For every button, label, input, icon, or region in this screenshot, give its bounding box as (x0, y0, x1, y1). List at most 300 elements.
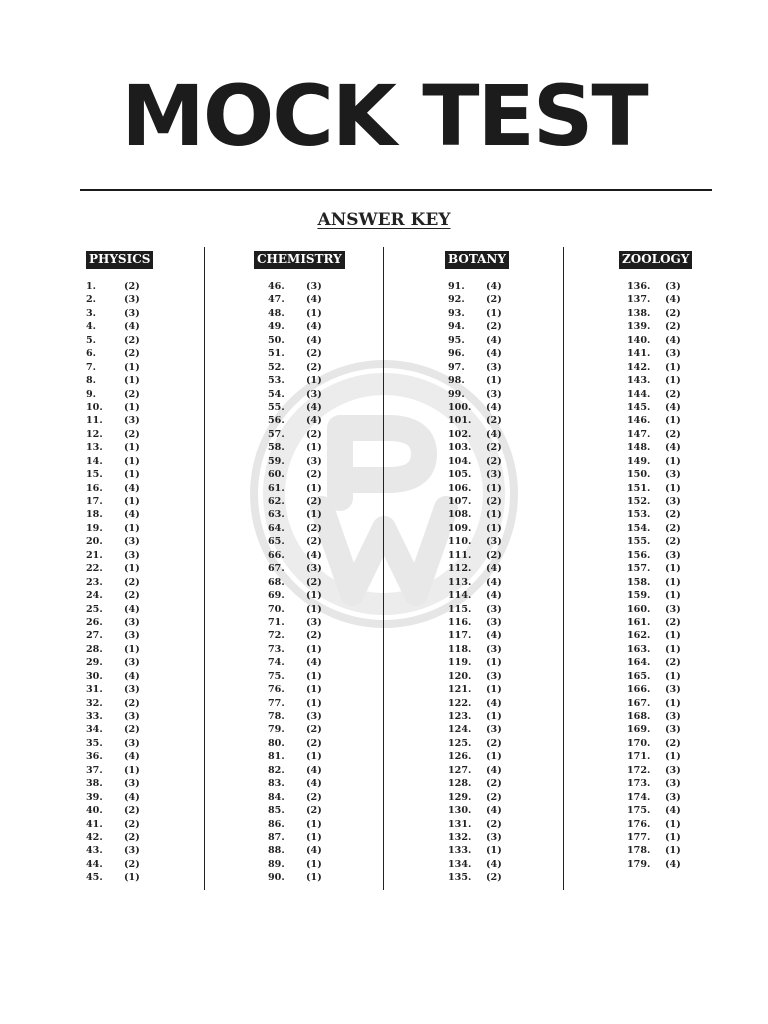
chemistry-answers (254, 280, 384, 885)
question-number: 78. (268, 711, 285, 722)
answer-row (268, 428, 384, 441)
question-number: 179. (627, 858, 651, 870)
answer-row (448, 428, 575, 441)
answer-row (86, 656, 216, 669)
question-number: 124. (448, 724, 472, 736)
question-number: 19. (86, 522, 103, 534)
answer-option: (2) (124, 388, 140, 400)
answer-option: (1) (124, 401, 140, 413)
question-number: 150. (627, 469, 651, 481)
botany-answers (445, 280, 575, 885)
answer-row (86, 629, 216, 642)
answer-option: (1) (486, 684, 502, 696)
column-divider (563, 247, 564, 890)
question-number: 53. (268, 375, 285, 387)
answer-option: (3) (665, 469, 681, 481)
answer-option: (3) (306, 388, 322, 400)
answer-option: (1) (486, 307, 502, 319)
question-number: 81. (268, 751, 285, 763)
answer-row (627, 468, 749, 481)
question-number: 41. (86, 818, 103, 830)
answer-option: (2) (665, 509, 681, 521)
answer-row (268, 603, 384, 616)
answer-row (448, 320, 575, 333)
question-number: 167. (627, 697, 651, 709)
answer-option: (1) (306, 670, 322, 682)
question-number: 59. (268, 455, 285, 467)
answer-row (627, 334, 749, 347)
answer-option: (1) (665, 563, 681, 575)
answer-option: (3) (124, 630, 140, 642)
answer-option: (4) (665, 294, 681, 306)
answer-row (86, 508, 216, 521)
answer-option: (2) (124, 818, 140, 830)
answer-option: (2) (306, 791, 322, 803)
answer-row (86, 280, 216, 293)
answer-row (448, 441, 575, 454)
answer-option: (3) (124, 307, 140, 319)
answer-option: (4) (486, 858, 502, 870)
answer-row (268, 307, 384, 320)
answer-option: (2) (306, 630, 322, 642)
answer-row (627, 737, 749, 750)
question-number: 104. (448, 455, 472, 467)
question-number: 175. (627, 805, 651, 817)
answer-option: (2) (306, 805, 322, 817)
answer-option: (1) (665, 590, 681, 602)
answer-option: (2) (486, 442, 502, 454)
answer-row (627, 535, 749, 548)
answer-row (86, 750, 216, 763)
question-number: 141. (627, 348, 651, 360)
answer-option: (4) (124, 603, 140, 615)
answer-row (627, 549, 749, 562)
question-number: 21. (86, 549, 103, 561)
question-number: 145. (627, 401, 651, 413)
answer-row (627, 455, 749, 468)
question-number: 123. (448, 711, 472, 722)
question-number: 131. (448, 818, 472, 830)
answer-row (627, 388, 749, 401)
question-number: 158. (627, 576, 651, 588)
answer-option: (1) (306, 751, 322, 763)
answer-row (268, 750, 384, 763)
answer-row (268, 737, 384, 750)
question-number: 12. (86, 428, 103, 440)
answer-option: (3) (665, 549, 681, 561)
question-number: 161. (627, 616, 651, 628)
answer-option: (3) (665, 281, 681, 292)
answer-option: (1) (306, 818, 322, 830)
question-number: 7. (86, 361, 97, 373)
answer-option: (1) (486, 522, 502, 534)
question-number: 148. (627, 442, 651, 454)
answer-option: (4) (306, 549, 322, 561)
answer-option: (4) (486, 563, 502, 575)
answer-option: (3) (486, 616, 502, 628)
answer-option: (1) (665, 818, 681, 830)
answer-option: (1) (665, 697, 681, 709)
answer-option: (3) (486, 361, 502, 373)
answer-row (627, 791, 749, 804)
answer-option: (1) (306, 643, 322, 655)
answer-row (448, 280, 575, 293)
answer-option: (1) (486, 711, 502, 722)
question-number: 96. (448, 348, 465, 360)
question-number: 92. (448, 294, 465, 306)
chemistry-column (254, 248, 384, 885)
question-number: 117. (448, 630, 472, 642)
answer-row (448, 562, 575, 575)
question-number: 45. (86, 872, 103, 884)
answer-row (448, 697, 575, 710)
question-number: 63. (268, 509, 285, 521)
answer-option: (3) (124, 549, 140, 561)
question-number: 6. (86, 348, 97, 360)
answer-row (268, 562, 384, 575)
answer-row (448, 844, 575, 857)
answer-row (448, 750, 575, 763)
answer-row (268, 683, 384, 696)
answer-option: (3) (665, 764, 681, 776)
answer-row (627, 616, 749, 629)
question-number: 49. (268, 321, 285, 333)
answer-row (86, 670, 216, 683)
answer-row (268, 804, 384, 817)
answer-option: (3) (665, 778, 681, 790)
question-number: 126. (448, 751, 472, 763)
answer-option: (2) (306, 361, 322, 373)
answer-row (448, 764, 575, 777)
question-number: 33. (86, 711, 103, 722)
answer-row (86, 589, 216, 602)
answer-option: (2) (486, 455, 502, 467)
answer-row (268, 576, 384, 589)
question-number: 133. (448, 845, 472, 857)
answer-option: (2) (665, 321, 681, 333)
answer-option: (3) (306, 455, 322, 467)
answer-option: (2) (124, 334, 140, 346)
answer-option: (1) (124, 496, 140, 507)
question-number: 64. (268, 522, 285, 534)
answer-row (627, 683, 749, 696)
question-number: 134. (448, 858, 472, 870)
question-number: 115. (448, 603, 472, 615)
answer-row (627, 401, 749, 414)
question-number: 55. (268, 401, 285, 413)
question-number: 111. (448, 549, 472, 561)
answer-row (86, 818, 216, 831)
answer-row (448, 777, 575, 790)
question-number: 176. (627, 818, 651, 830)
answer-row (448, 508, 575, 521)
answer-option: (2) (486, 549, 502, 561)
question-number: 65. (268, 536, 285, 548)
answer-row (268, 844, 384, 857)
answer-option: (2) (124, 805, 140, 817)
answer-row (627, 361, 749, 374)
question-number: 73. (268, 643, 285, 655)
question-number: 140. (627, 334, 651, 346)
answer-row (268, 831, 384, 844)
physics-column (86, 248, 216, 885)
answer-option: (4) (306, 657, 322, 669)
answer-row (86, 455, 216, 468)
answer-option: (2) (124, 576, 140, 588)
question-number: 86. (268, 818, 285, 830)
question-number: 164. (627, 657, 651, 669)
question-number: 98. (448, 375, 465, 387)
answer-option: (4) (486, 697, 502, 709)
answer-option: (4) (665, 442, 681, 454)
answer-row (448, 535, 575, 548)
answer-row (268, 347, 384, 360)
answer-row (86, 804, 216, 817)
answer-row (268, 589, 384, 602)
answer-option: (2) (486, 818, 502, 830)
answer-option: (3) (665, 348, 681, 360)
answer-option: (2) (124, 428, 140, 440)
answer-option: (4) (486, 764, 502, 776)
question-number: 154. (627, 522, 651, 534)
question-number: 101. (448, 415, 472, 427)
answer-row (627, 629, 749, 642)
answer-row (268, 764, 384, 777)
answer-row (86, 361, 216, 374)
answer-row (268, 320, 384, 333)
question-number: 52. (268, 361, 285, 373)
answer-option: (1) (124, 563, 140, 575)
answer-row (448, 293, 575, 306)
question-number: 13. (86, 442, 103, 454)
answer-option: (3) (486, 670, 502, 682)
answer-option: (4) (306, 415, 322, 427)
question-number: 35. (86, 737, 103, 749)
question-number: 69. (268, 590, 285, 602)
answer-row (268, 508, 384, 521)
answer-option: (1) (665, 415, 681, 427)
answer-option: (1) (486, 482, 502, 494)
answer-option: (3) (306, 616, 322, 628)
answer-row (627, 347, 749, 360)
answer-option: (1) (665, 630, 681, 642)
answer-row (448, 482, 575, 495)
question-number: 109. (448, 522, 472, 534)
question-number: 114. (448, 590, 472, 602)
answer-row (627, 710, 749, 723)
question-number: 151. (627, 482, 651, 494)
zoology-answers (619, 280, 749, 871)
answer-option: (1) (486, 845, 502, 857)
answer-row (627, 482, 749, 495)
question-number: 51. (268, 348, 285, 360)
answer-row (268, 468, 384, 481)
answer-row (268, 374, 384, 387)
answer-row (86, 468, 216, 481)
answer-row (86, 710, 216, 723)
answer-option: (1) (665, 831, 681, 843)
answer-row (627, 374, 749, 387)
question-number: 121. (448, 684, 472, 696)
answer-option: (1) (124, 361, 140, 373)
answer-row (86, 697, 216, 710)
answer-option: (2) (486, 872, 502, 884)
answer-row (86, 562, 216, 575)
answer-row (268, 710, 384, 723)
answer-row (627, 280, 749, 293)
question-number: 102. (448, 428, 472, 440)
zoology-column (619, 248, 749, 871)
answer-option: (3) (124, 657, 140, 669)
question-number: 137. (627, 294, 651, 306)
answer-row (448, 495, 575, 508)
answer-option: (1) (665, 576, 681, 588)
answer-option: (1) (486, 375, 502, 387)
question-number: 122. (448, 697, 472, 709)
question-number: 120. (448, 670, 472, 682)
answer-row (627, 428, 749, 441)
question-number: 139. (627, 321, 651, 333)
question-number: 160. (627, 603, 651, 615)
answer-row (86, 388, 216, 401)
answer-option: (3) (486, 643, 502, 655)
answer-row (86, 791, 216, 804)
answer-option: (1) (306, 482, 322, 494)
answer-row (86, 441, 216, 454)
question-number: 74. (268, 657, 285, 669)
answer-option: (3) (486, 536, 502, 548)
answer-option: (2) (306, 469, 322, 481)
question-number: 178. (627, 845, 651, 857)
answer-option: (1) (665, 670, 681, 682)
answer-row (268, 549, 384, 562)
answer-row (268, 629, 384, 642)
answer-row (448, 374, 575, 387)
answer-option: (4) (124, 482, 140, 494)
question-number: 60. (268, 469, 285, 481)
question-number: 107. (448, 496, 472, 507)
answer-option: (1) (124, 764, 140, 776)
answer-row (627, 764, 749, 777)
question-number: 47. (268, 294, 285, 306)
answer-row (86, 428, 216, 441)
answer-row (448, 576, 575, 589)
answer-option: (3) (665, 791, 681, 803)
botany-header: BOTANY (445, 251, 509, 269)
question-number: 83. (268, 778, 285, 790)
botany-column (445, 248, 575, 885)
answer-row (448, 549, 575, 562)
answer-option: (4) (486, 401, 502, 413)
question-number: 66. (268, 549, 285, 561)
question-number: 82. (268, 764, 285, 776)
answer-row (627, 307, 749, 320)
answer-row (448, 603, 575, 616)
answer-option: (4) (124, 751, 140, 763)
answer-row (627, 697, 749, 710)
answer-option: (4) (306, 294, 322, 306)
question-number: 77. (268, 697, 285, 709)
zoology-header: ZOOLOGY (619, 251, 692, 269)
answer-option: (3) (665, 684, 681, 696)
question-number: 113. (448, 576, 472, 588)
question-number: 25. (86, 603, 103, 615)
answer-option: (1) (124, 522, 140, 534)
question-number: 112. (448, 563, 472, 575)
answer-option: (4) (306, 321, 322, 333)
question-number: 36. (86, 751, 103, 763)
question-number: 97. (448, 361, 465, 373)
answer-row (448, 683, 575, 696)
question-number: 103. (448, 442, 472, 454)
question-number: 5. (86, 334, 97, 346)
answer-row (86, 723, 216, 736)
answer-option: (3) (665, 603, 681, 615)
answer-option: (1) (306, 590, 322, 602)
answer-row (268, 791, 384, 804)
question-number: 90. (268, 872, 285, 884)
question-number: 44. (86, 858, 103, 870)
answer-option: (2) (306, 576, 322, 588)
question-number: 163. (627, 643, 651, 655)
answer-row (268, 670, 384, 683)
answer-option: (3) (486, 603, 502, 615)
answer-option: (2) (665, 522, 681, 534)
answer-row (448, 629, 575, 642)
answer-option: (1) (486, 751, 502, 763)
question-number: 168. (627, 711, 651, 722)
question-number: 2. (86, 294, 97, 306)
answer-row (86, 334, 216, 347)
answer-option: (3) (124, 616, 140, 628)
question-number: 156. (627, 549, 651, 561)
question-number: 177. (627, 831, 651, 843)
answer-option: (3) (306, 563, 322, 575)
answer-option: (3) (124, 415, 140, 427)
answer-option: (3) (486, 831, 502, 843)
answer-option: (3) (124, 778, 140, 790)
question-number: 40. (86, 805, 103, 817)
answer-option: (1) (306, 307, 322, 319)
answer-option: (2) (486, 321, 502, 333)
answer-option: (3) (306, 711, 322, 722)
answer-row (268, 361, 384, 374)
answer-row (86, 737, 216, 750)
question-number: 106. (448, 482, 472, 494)
question-number: 132. (448, 831, 472, 843)
answer-row (86, 307, 216, 320)
answer-row (627, 750, 749, 763)
answer-row (268, 522, 384, 535)
answer-row (448, 347, 575, 360)
answer-option: (4) (665, 805, 681, 817)
answer-option: (4) (486, 281, 502, 292)
answer-row (627, 320, 749, 333)
answer-row (268, 656, 384, 669)
answer-option: (2) (124, 831, 140, 843)
answer-row (627, 441, 749, 454)
question-number: 152. (627, 496, 651, 507)
answer-option: (1) (306, 858, 322, 870)
answer-row (268, 858, 384, 871)
question-number: 72. (268, 630, 285, 642)
question-number: 174. (627, 791, 651, 803)
answer-option: (3) (486, 724, 502, 736)
question-number: 3. (86, 307, 97, 319)
answer-row (448, 455, 575, 468)
answer-row (268, 616, 384, 629)
answer-row (627, 643, 749, 656)
